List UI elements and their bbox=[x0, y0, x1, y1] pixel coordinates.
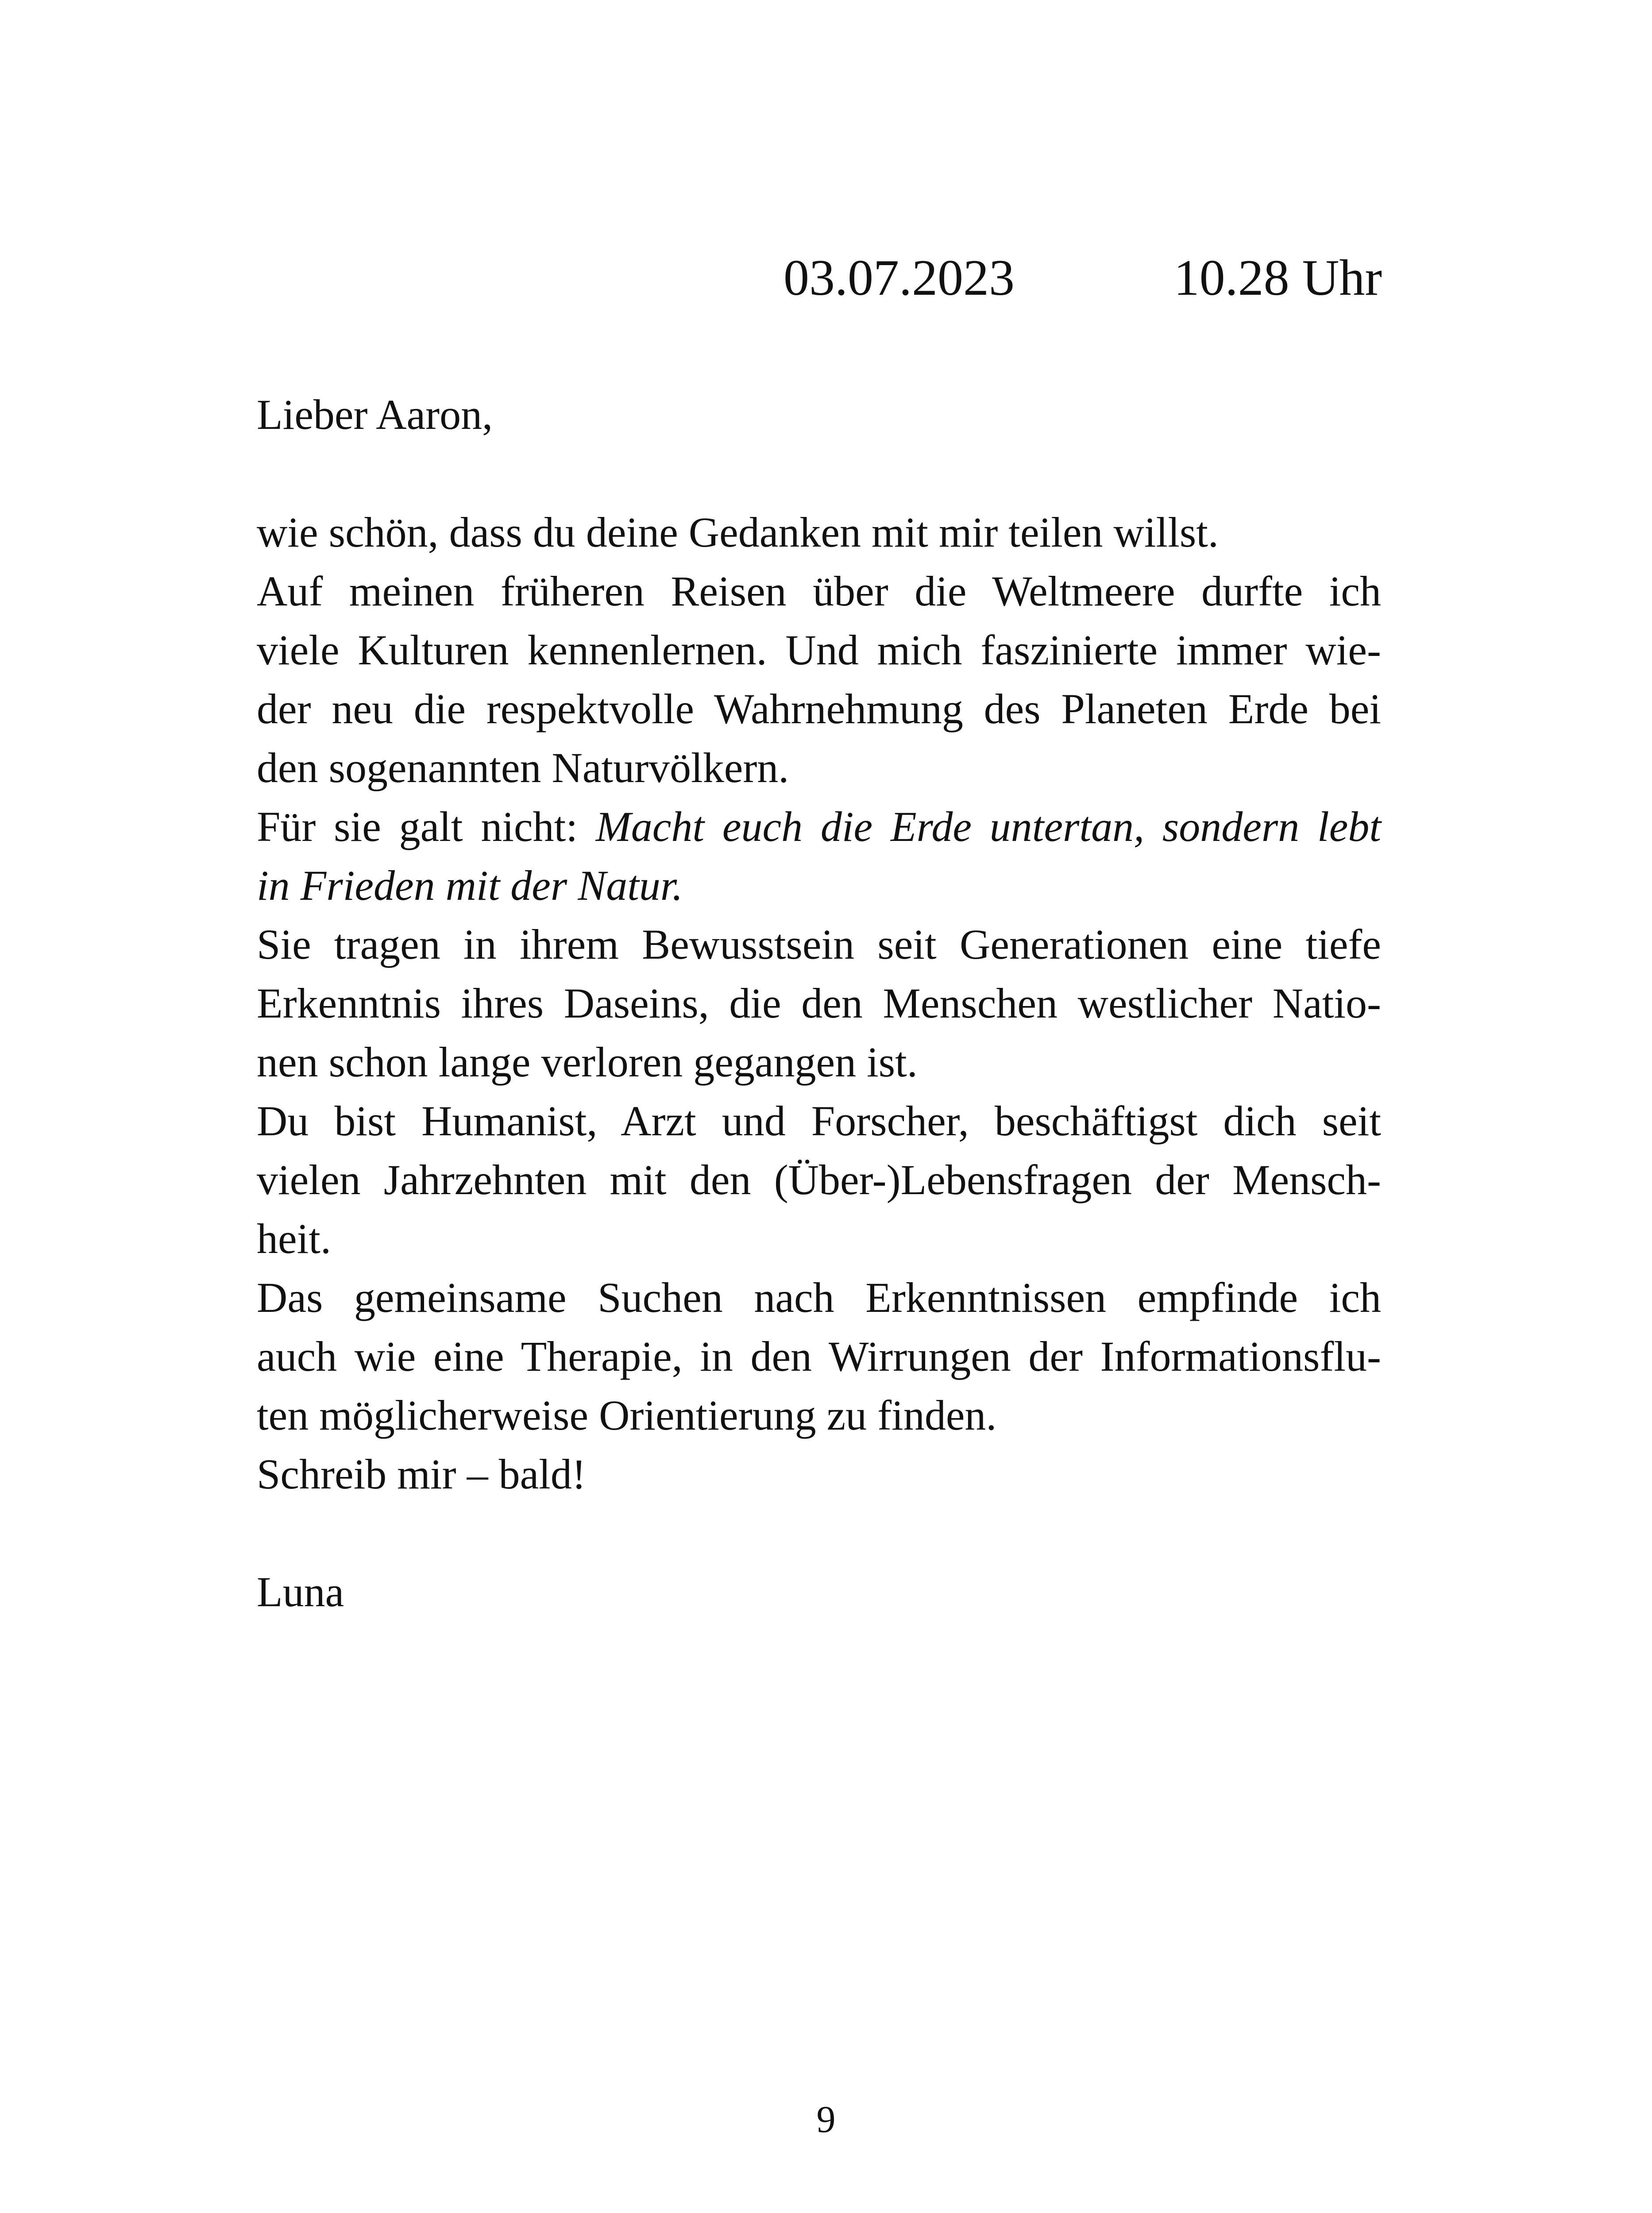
text-line: der neu die respektvolle Wahrnehmung des Planeten Erde bei bbox=[257, 685, 1381, 733]
page-number: 9 bbox=[816, 2098, 836, 2140]
quote-text: in Frieden mit der Natur. bbox=[257, 862, 683, 909]
text-line: Schreib mir – bald! bbox=[257, 1450, 586, 1498]
letter-date: 03.07.2023 bbox=[784, 250, 1015, 306]
text-line: Du bist Humanist, Arzt und Forscher, beschäftigst dich seit bbox=[257, 1097, 1381, 1145]
quote-intro: Für sie galt nicht: bbox=[257, 803, 596, 850]
text-line: wie schön, dass du deine Gedanken mit mir teilen willst. bbox=[257, 509, 1219, 556]
text-line: Auf meinen früheren Reisen über die Weltmeere durfte ich bbox=[257, 567, 1381, 615]
text-line: Das gemeinsame Suchen nach Erkenntnissen empfinde ich bbox=[257, 1274, 1381, 1321]
text-line: Erkenntnis ihres Daseins, die den Menschen westlicher Natio- bbox=[257, 979, 1381, 1027]
quote-line bbox=[257, 797, 1381, 856]
text-line: viele Kulturen kennenlernen. Und mich faszinierte immer wie- bbox=[257, 626, 1381, 674]
signature: Luna bbox=[257, 1568, 344, 1615]
salutation: Lieber Aaron, bbox=[257, 391, 493, 438]
quote-text: Macht euch die Erde untertan, sondern lebt bbox=[595, 803, 1382, 850]
text-line: heit. bbox=[257, 1215, 331, 1262]
text-line: vielen Jahrzehnten mit den (Über-)Lebensfragen der Mensch- bbox=[257, 1156, 1381, 1203]
letter-paragraphs bbox=[257, 503, 1381, 1504]
text-line: nen schon lange verloren gegangen ist. bbox=[257, 1038, 918, 1086]
text-line: Sie tragen in ihrem Bewusstsein seit Generationen eine tiefe bbox=[257, 921, 1381, 968]
text-line: auch wie eine Therapie, in den Wirrungen der Informationsflu- bbox=[257, 1333, 1381, 1380]
letter-time: 10.28 Uhr bbox=[1173, 250, 1382, 306]
letter-body bbox=[257, 385, 1381, 1621]
text-line: ten möglicherweise Orientierung zu finden. bbox=[257, 1392, 997, 1439]
text-line: den sogenannten Naturvölkern. bbox=[257, 744, 789, 791]
